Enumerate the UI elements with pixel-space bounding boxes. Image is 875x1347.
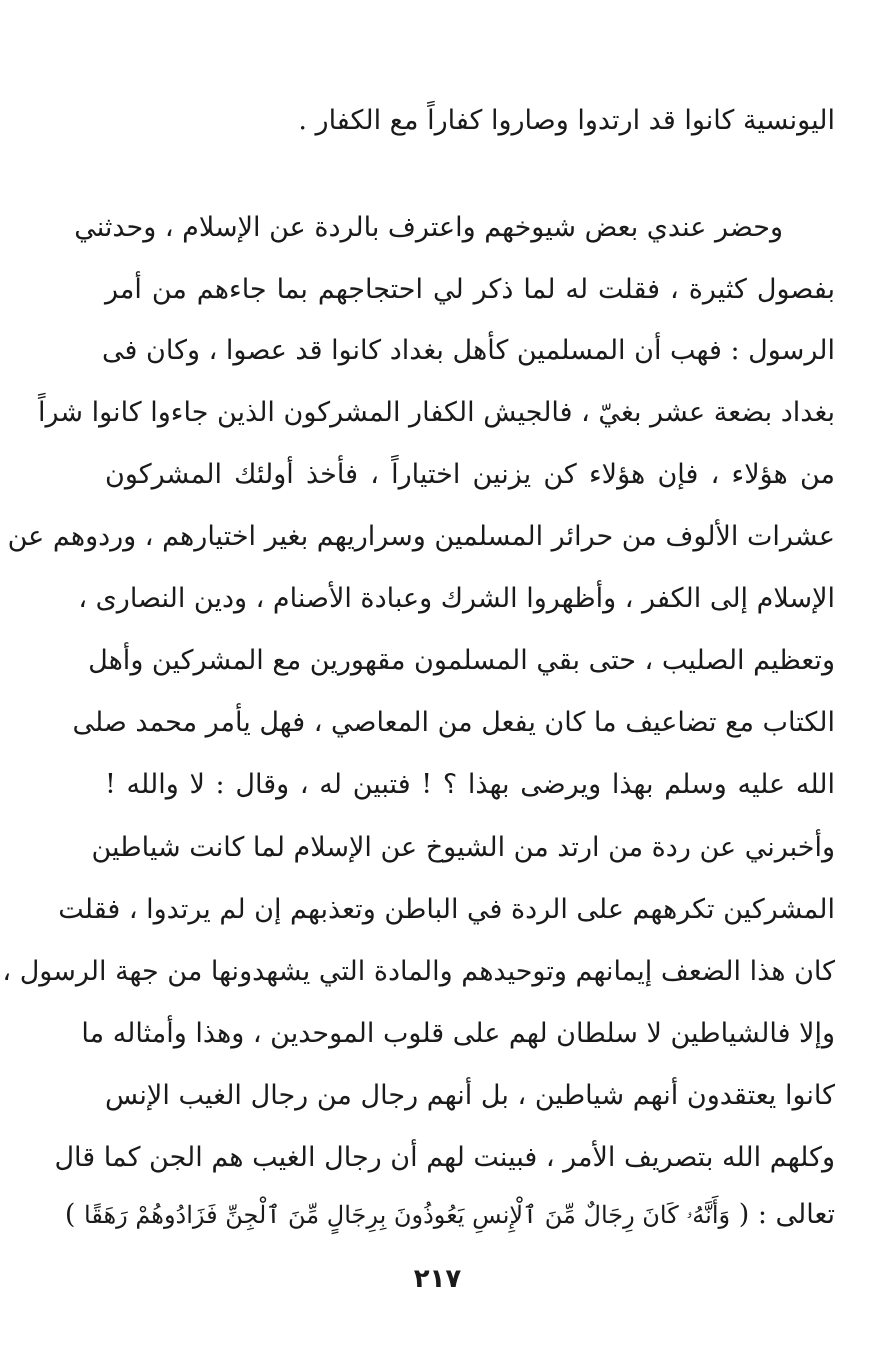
text-line-1: اليونسية كانوا قد ارتدوا وصاروا كفاراً مع الكفار . <box>298 105 835 136</box>
text-line-16: كانوا يعتقدون أنهم شياطين ، بل أنهم رجال من رجال الغيب الإنس <box>105 1080 835 1111</box>
text-line-12: وأخبرني عن ردة من ارتد من الشيوخ عن الإسلام لما كانت شياطين <box>91 832 835 863</box>
text-line-15: وإلا فالشياطين لا سلطان لهم على قلوب الموحدين ، وهذا وأمثاله ما <box>81 1018 835 1049</box>
citation-suffix: ) <box>64 1199 76 1230</box>
text-line-4: الرسول : فهب أن المسلمين كأهل بغداد كانوا قد عصوا ، وكان فى <box>102 335 835 366</box>
text-line-8: الإسلام إلى الكفر ، وأظهروا الشرك وعبادة الأصنام ، ودين النصارى ، <box>78 583 835 614</box>
text-line-13: المشركين تكرههم على الردة في الباطن وتعذبهم إن لم يرتدوا ، فقلت <box>58 894 835 925</box>
quran-citation-line <box>64 1195 835 1235</box>
text-line-17: وكلهم الله بتصريف الأمر ، فبينت لهم أن رجال الغيب هم الجن كما قال <box>54 1142 835 1173</box>
text-line-6: من هؤلاء ، فإن هؤلاء كن يزنين اختياراً ، فأخذ أولئك المشركون <box>105 459 835 490</box>
text-line-3: بفصول كثيرة ، فقلت له لما ذكر لي احتجاجهم بما جاءهم من أمر <box>105 274 835 305</box>
page-number: ٢١٧ <box>413 1264 462 1294</box>
text-line-2: وحضر عندي بعض شيوخهم واعترف بالردة عن الإسلام ، وحدثني <box>74 212 783 243</box>
text-line-5: بغداد بضعة عشر بغيّ ، فالجيش الكفار المشركون الذين جاءوا كانوا شراً <box>38 397 835 428</box>
text-line-14: كان هذا الضعف إيمانهم وتوحيدهم والمادة التي يشهدونها من جهة الرسول ، <box>2 956 835 987</box>
text-line-7: عشرات الألوف من حرائر المسلمين وسراريهم بغير اختيارهم ، وردوهم عن <box>7 521 835 552</box>
text-line-11: الله عليه وسلم بهذا ويرضى بهذا ؟ ! فتبين له ، وقال : لا والله ! <box>105 769 835 800</box>
quran-verse: وَأَنَّهُۥ كَانَ رِجَالٌ مِّنَ ٱلْإِنسِ يَعُوذُونَ بِرِجَالٍ مِّنَ ٱلْجِنِّ فَزَادُوهُمْ رَهَقًا <box>84 1201 731 1229</box>
citation-prefix: تعالى : ( <box>738 1199 835 1230</box>
text-line-9: وتعظيم الصليب ، حتى بقي المسلمون مقهورين مع المشركين وأهل <box>88 645 835 676</box>
text-line-10: الكتاب مع تضاعيف ما كان يفعل من المعاصي ، فهل يأمر محمد صلى <box>72 707 835 738</box>
